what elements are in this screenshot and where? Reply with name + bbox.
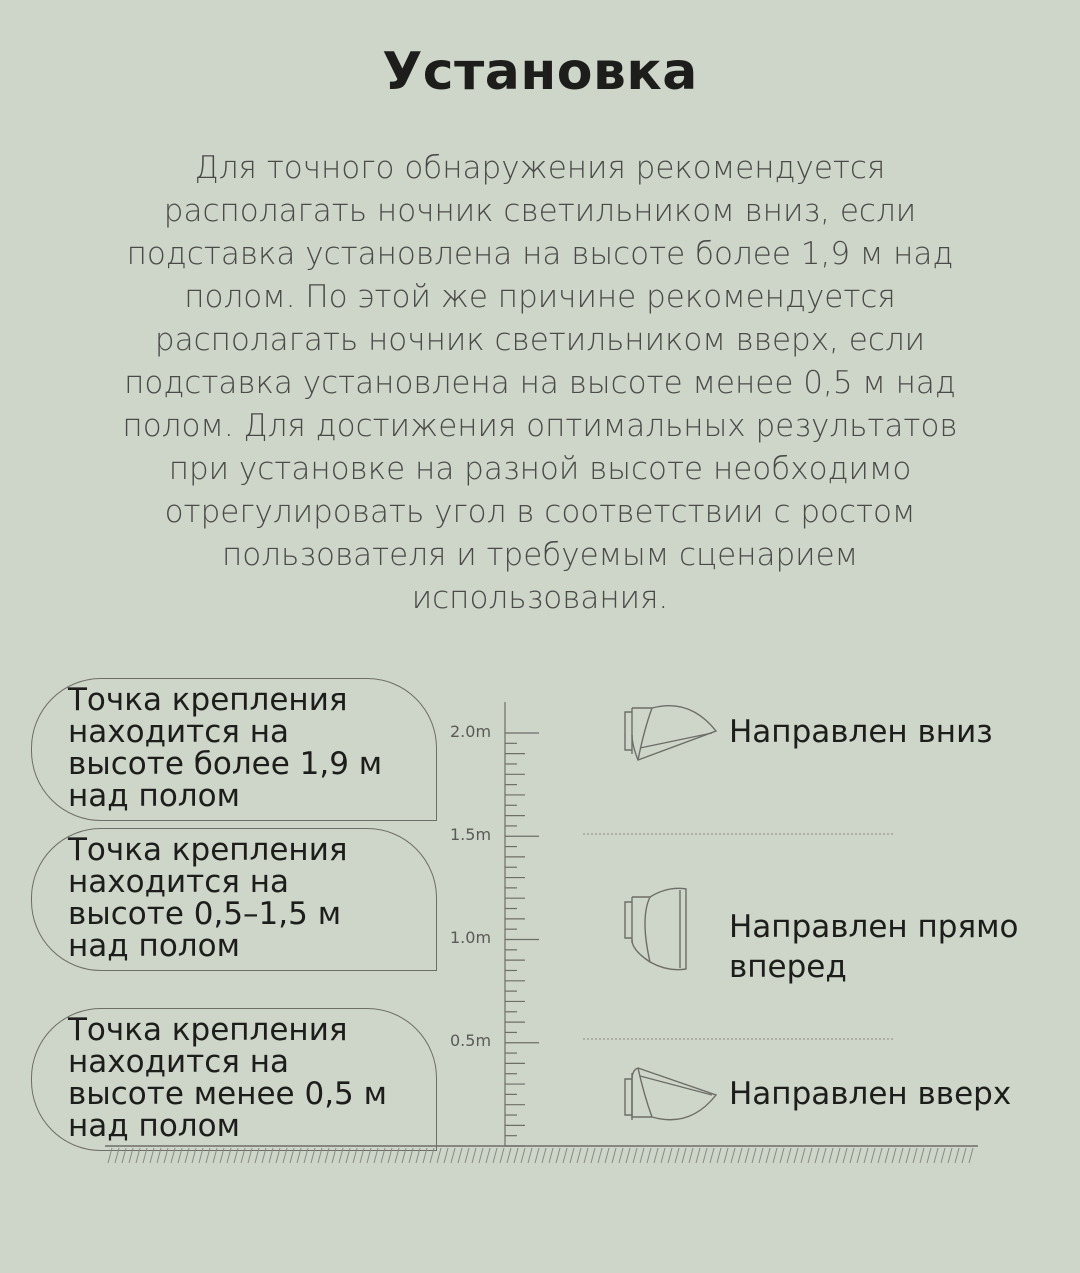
floor-hatch-line bbox=[864, 1148, 868, 1163]
floor-hatch-line bbox=[500, 1148, 504, 1163]
floor-hatch-line bbox=[115, 1148, 119, 1163]
floor-hatch-line bbox=[598, 1148, 602, 1163]
lamp-down-icon bbox=[625, 706, 716, 760]
floor-hatch-line bbox=[269, 1148, 273, 1163]
floor-hatch-line bbox=[227, 1148, 231, 1163]
floor-hatch-line bbox=[920, 1148, 924, 1163]
floor-hatch-line bbox=[528, 1148, 532, 1163]
floor-hatch-line bbox=[129, 1148, 133, 1163]
floor-hatch-line bbox=[360, 1148, 364, 1163]
floor-hatch-line bbox=[724, 1148, 728, 1163]
floor-hatch-line bbox=[444, 1148, 448, 1163]
ruler-ticks bbox=[505, 733, 539, 1146]
floor-hatch-line bbox=[668, 1148, 672, 1163]
floor-hatch-line bbox=[255, 1148, 259, 1163]
floor-hatch-line bbox=[542, 1148, 546, 1163]
floor-hatch-line bbox=[612, 1148, 616, 1163]
floor-hatch-line bbox=[423, 1148, 427, 1163]
floor-hatch-line bbox=[913, 1148, 917, 1163]
scale-label-1-0: 1.0m bbox=[450, 928, 492, 947]
floor-hatch-line bbox=[941, 1148, 945, 1163]
floor-hatch-line bbox=[591, 1148, 595, 1163]
floor-hatch-line bbox=[899, 1148, 903, 1163]
scale-label-0-5: 0.5m bbox=[450, 1031, 492, 1050]
floor-hatch-line bbox=[689, 1148, 693, 1163]
floor-hatch-line bbox=[388, 1148, 392, 1163]
floor-hatch-line bbox=[192, 1148, 196, 1163]
floor-hatch-line bbox=[199, 1148, 203, 1163]
page-title: Установка bbox=[382, 42, 698, 102]
floor-hatch-line bbox=[934, 1148, 938, 1163]
floor-hatch-line bbox=[850, 1148, 854, 1163]
floor-hatch-line bbox=[276, 1148, 280, 1163]
floor-hatch-line bbox=[738, 1148, 742, 1163]
floor-hatch-line bbox=[234, 1148, 238, 1163]
floor-hatch-line bbox=[458, 1148, 462, 1163]
floor-hatch-line bbox=[766, 1148, 770, 1163]
floor-hatch-line bbox=[640, 1148, 644, 1163]
floor-hatch-line bbox=[486, 1148, 490, 1163]
floor-hatch-line bbox=[836, 1148, 840, 1163]
floor-hatch-line bbox=[948, 1148, 952, 1163]
height-label-mid: Точка крепления находится на высоте 0,5–1,5 м над полом bbox=[68, 832, 348, 964]
floor-hatch-line bbox=[955, 1148, 959, 1163]
floor-hatch-line bbox=[374, 1148, 378, 1163]
floor-hatch-line bbox=[150, 1148, 154, 1163]
floor-hatch-line bbox=[514, 1148, 518, 1163]
floor-hatch-line bbox=[731, 1148, 735, 1163]
floor-hatch bbox=[108, 1148, 973, 1163]
floor-hatch-line bbox=[815, 1148, 819, 1163]
floor-hatch-line bbox=[402, 1148, 406, 1163]
floor-hatch-line bbox=[451, 1148, 455, 1163]
floor-hatch-line bbox=[962, 1148, 966, 1163]
lamp-up-icon bbox=[625, 1068, 716, 1120]
floor-hatch-line bbox=[745, 1148, 749, 1163]
floor-hatch-line bbox=[143, 1148, 147, 1163]
floor-hatch-line bbox=[906, 1148, 910, 1163]
direction-label-up: Направлен вверх bbox=[729, 1076, 1012, 1112]
floor-hatch-line bbox=[822, 1148, 826, 1163]
floor-hatch-line bbox=[787, 1148, 791, 1163]
floor-hatch-line bbox=[794, 1148, 798, 1163]
floor-hatch-line bbox=[829, 1148, 833, 1163]
floor-hatch-line bbox=[885, 1148, 889, 1163]
floor-hatch-line bbox=[808, 1148, 812, 1163]
floor-hatch-line bbox=[857, 1148, 861, 1163]
floor-hatch-line bbox=[262, 1148, 266, 1163]
floor-hatch-line bbox=[535, 1148, 539, 1163]
floor-hatch-line bbox=[367, 1148, 371, 1163]
floor-hatch-line bbox=[780, 1148, 784, 1163]
floor-hatch-line bbox=[290, 1148, 294, 1163]
floor-hatch-line bbox=[584, 1148, 588, 1163]
floor-hatch-line bbox=[381, 1148, 385, 1163]
floor-hatch-line bbox=[703, 1148, 707, 1163]
floor-hatch-line bbox=[248, 1148, 252, 1163]
floor-hatch-line bbox=[297, 1148, 301, 1163]
floor-hatch-line bbox=[752, 1148, 756, 1163]
floor-hatch-line bbox=[661, 1148, 665, 1163]
lamp-forward-icon bbox=[625, 888, 686, 969]
floor-hatch-line bbox=[521, 1148, 525, 1163]
floor-hatch-line bbox=[969, 1148, 973, 1163]
floor-hatch-line bbox=[563, 1148, 567, 1163]
floor-hatch-line bbox=[304, 1148, 308, 1163]
floor-hatch-line bbox=[647, 1148, 651, 1163]
floor-hatch-line bbox=[185, 1148, 189, 1163]
floor-hatch-line bbox=[346, 1148, 350, 1163]
floor-hatch-line bbox=[801, 1148, 805, 1163]
floor-hatch-line bbox=[556, 1148, 560, 1163]
floor-hatch-line bbox=[318, 1148, 322, 1163]
floor-hatch-line bbox=[605, 1148, 609, 1163]
floor-hatch-line bbox=[465, 1148, 469, 1163]
floor-hatch-line bbox=[626, 1148, 630, 1163]
floor-hatch-line bbox=[339, 1148, 343, 1163]
floor-hatch-line bbox=[409, 1148, 413, 1163]
direction-label-forward: Направлен прямо вперед bbox=[729, 909, 1019, 985]
floor-hatch-line bbox=[353, 1148, 357, 1163]
floor-hatch-line bbox=[654, 1148, 658, 1163]
floor-hatch-line bbox=[472, 1148, 476, 1163]
floor-hatch-line bbox=[416, 1148, 420, 1163]
floor-hatch-line bbox=[682, 1148, 686, 1163]
floor-hatch-line bbox=[843, 1148, 847, 1163]
height-label-low: Точка крепления находится на высоте менее 0,5 м над полом bbox=[68, 1012, 388, 1144]
floor-hatch-line bbox=[633, 1148, 637, 1163]
floor-hatch-line bbox=[696, 1148, 700, 1163]
floor-hatch-line bbox=[773, 1148, 777, 1163]
floor-hatch-line bbox=[108, 1148, 112, 1163]
floor-hatch-line bbox=[283, 1148, 287, 1163]
floor-hatch-line bbox=[220, 1148, 224, 1163]
floor-hatch-line bbox=[871, 1148, 875, 1163]
floor-hatch-line bbox=[710, 1148, 714, 1163]
height-label-high: Точка крепления находится на высоте более 1,9 м над полом bbox=[68, 682, 383, 814]
floor-hatch-line bbox=[395, 1148, 399, 1163]
floor-hatch-line bbox=[717, 1148, 721, 1163]
floor-hatch-line bbox=[332, 1148, 336, 1163]
floor-hatch-line bbox=[213, 1148, 217, 1163]
floor-hatch-line bbox=[157, 1148, 161, 1163]
floor-hatch-line bbox=[164, 1148, 168, 1163]
floor-hatch-line bbox=[178, 1148, 182, 1163]
floor-hatch-line bbox=[549, 1148, 553, 1163]
floor-hatch-line bbox=[892, 1148, 896, 1163]
floor-hatch-line bbox=[136, 1148, 140, 1163]
floor-hatch-line bbox=[430, 1148, 434, 1163]
floor-hatch-line bbox=[507, 1148, 511, 1163]
floor-hatch-line bbox=[437, 1148, 441, 1163]
floor-hatch-line bbox=[759, 1148, 763, 1163]
floor-hatch-line bbox=[479, 1148, 483, 1163]
floor-hatch-line bbox=[577, 1148, 581, 1163]
floor-hatch-line bbox=[927, 1148, 931, 1163]
floor-hatch-line bbox=[493, 1148, 497, 1163]
floor-hatch-line bbox=[675, 1148, 679, 1163]
floor-hatch-line bbox=[619, 1148, 623, 1163]
installation-description: Для точного обнаружения рекомендуется располагать ночник светильником вниз, если подставка установлена на высоте более 1,9 м над полом. По этой же причине рекомендуется располагать ночник светильником вверх, если подставка установлена на высоте менее 0,5 м над полом. Для достижения оптимальных результатов при установке на разной высоте необходимо отрегулировать угол в соответствии с ростом пользователя и требуемым сценарием использования. bbox=[122, 150, 958, 616]
scale-label-2-0: 2.0m bbox=[450, 722, 492, 741]
floor-hatch-line bbox=[311, 1148, 315, 1163]
direction-label-down: Направлен вниз bbox=[729, 714, 993, 750]
floor-hatch-line bbox=[878, 1148, 882, 1163]
floor-hatch-line bbox=[206, 1148, 210, 1163]
floor-hatch-line bbox=[171, 1148, 175, 1163]
floor-hatch-line bbox=[122, 1148, 126, 1163]
floor-hatch-line bbox=[325, 1148, 329, 1163]
scale-label-1-5: 1.5m bbox=[450, 825, 492, 844]
floor-hatch-line bbox=[570, 1148, 574, 1163]
floor-hatch-line bbox=[241, 1148, 245, 1163]
